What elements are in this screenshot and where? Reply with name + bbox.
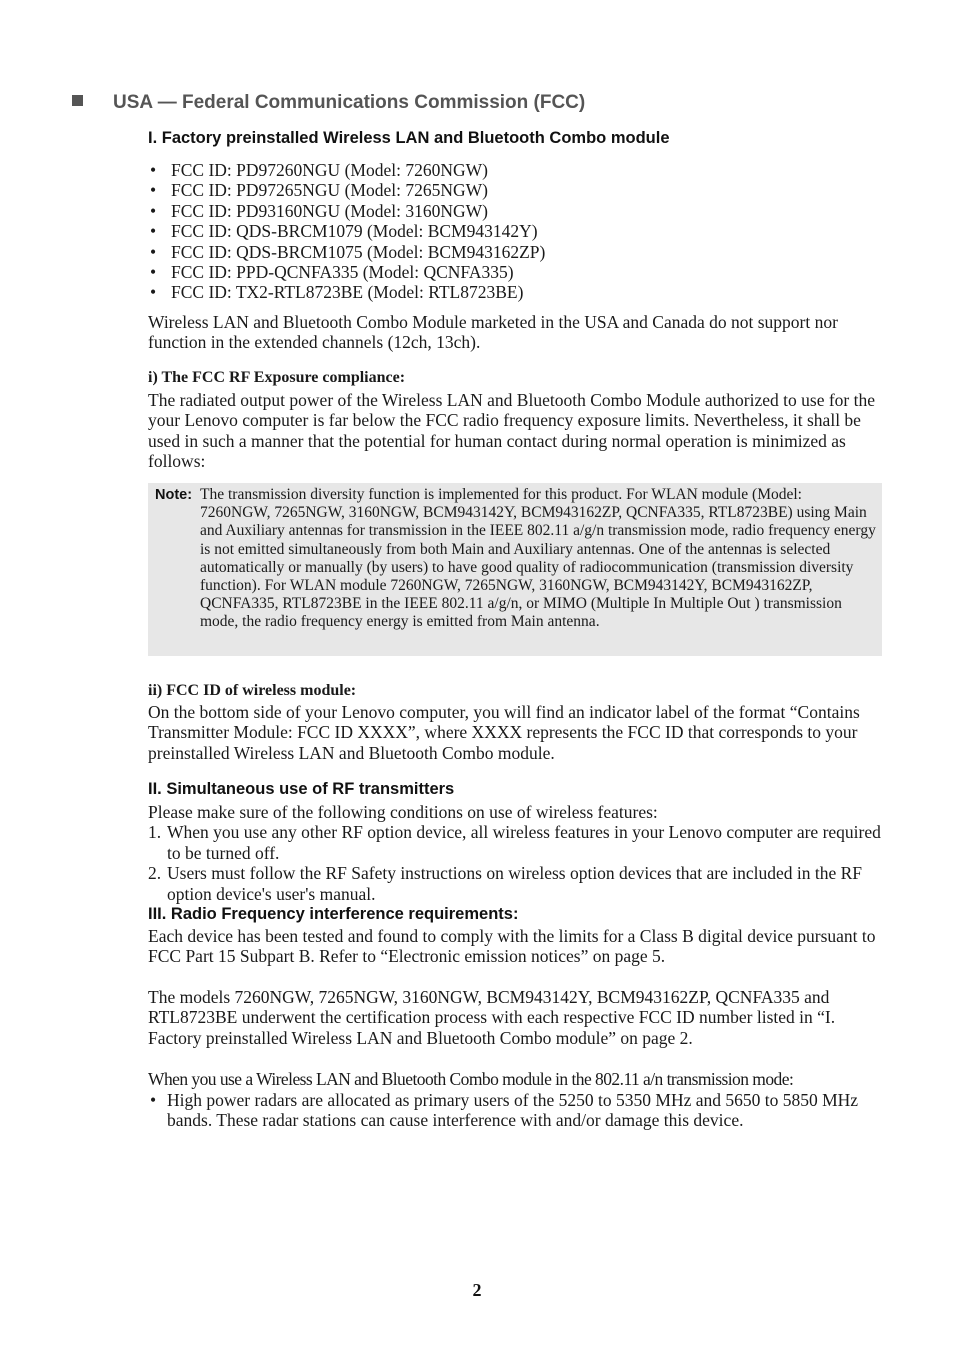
list-item: • FCC ID: TX2-RTL8723BE (Model: RTL8723BE) — [148, 282, 888, 302]
subsection-title-3: III. Radio Frequency interference requirements: — [148, 905, 519, 923]
list-item — [148, 863, 888, 904]
rf-exposure-paragraph: The radiated output power of the Wireless LAN and Bluetooth Combo Module authorized to use for the your Lenovo computer is far below the FCC radio frequency exposure limits. Nevertheless, it shall be used in such a manner that the potential for human contact during normal operation is minimized as follows: — [148, 390, 875, 472]
interference-paragraph-3: When you use a Wireless LAN and Bluetooth Combo module in the 802.11 a/n transmission mode: — [148, 1069, 794, 1089]
simultaneous-use-intro: Please make sure of the following conditions on use of wireless features: — [148, 802, 658, 822]
note-label: Note: — [155, 487, 193, 503]
section-heading — [72, 92, 585, 114]
subsection-title-1: I. Factory preinstalled Wireless LAN and Bluetooth Combo module — [148, 129, 670, 147]
list-item — [148, 822, 888, 863]
list-number: 2. — [148, 863, 162, 884]
fcc-id-list — [148, 160, 888, 303]
list-item-text: Users must follow the RF Safety instructions on wireless option devices that are included in the RF option device's user's manual. — [167, 863, 863, 904]
list-number: 1. — [148, 822, 162, 843]
radar-bullet-block — [148, 1090, 888, 1131]
list-item: • FCC ID: PD93160NGU (Model: 3160NGW) — [148, 201, 888, 221]
list-item-text: When you use any other RF option device, all wireless features in your Lenovo computer are required to be turned off. — [167, 822, 881, 863]
list-item: • FCC ID: QDS-BRCM1075 (Model: BCM943162ZP) — [148, 242, 888, 262]
rf-exposure-title: i) The FCC RF Exposure compliance: — [148, 369, 406, 386]
interference-paragraph-1: Each device has been tested and found to comply with the limits for a Class B digital device pursuant to FCC Part 15 Subpart B. Refer to “Electronic emission notices” on page 5. — [148, 926, 876, 967]
channels-paragraph: Wireless LAN and Bluetooth Combo Module marketed in the USA and Canada do not support nor function in the extended channels (12ch, 13ch). — [148, 312, 838, 353]
radar-list — [148, 1090, 888, 1131]
subsection-title-2: II. Simultaneous use of RF transmitters — [148, 780, 455, 798]
list-item: • FCC ID: PD97265NGU (Model: 7265NGW) — [148, 180, 888, 200]
conditions-list — [148, 822, 888, 904]
note-box — [148, 483, 882, 656]
fcc-id-list-block — [148, 160, 888, 303]
note-text: The transmission diversity function is implemented for this product. For WLAN module (Model: 7260NGW, 7265NGW, 3160NGW, BCM943142Y, BCM943162ZP, QCNFA335, RTL8723BE) using Main and Auxiliary antennas for transmission in the IEEE 802.11 a/g/n transmission mode, radio frequency energy is not emitted simultaneously from both Main and Auxiliary antennas. One of the antennas is selected automatically or manually (by users) to have good quality of radiocommunication (transmission diversity function). For WLAN module 7260NGW, 7265NGW, 3160NGW, BCM943142Y, BCM943162ZP, QCNFA335, RTL8723BE in the IEEE 802.11 a/g/n, or MIMO (Multiple In Multiple Out ) transmission mode, the radio frequency energy is emitted from Main antenna. — [200, 486, 876, 631]
square-bullet-icon — [72, 95, 83, 106]
fcc-id-paragraph: On the bottom side of your Lenovo computer, you will find an indicator label of the format “Contains Transmitter Module: FCC ID XXXX”, where XXXX represents the FCC ID that corresponds to your preinstalled Wireless LAN and Bluetooth Combo module. — [148, 702, 860, 763]
list-item: • High power radars are allocated as primary users of the 5250 to 5350 MHz and 5650 to 5850 MHz bands. These radar stations can cause interference with and/or damage this device. — [148, 1090, 888, 1131]
page-number: 2 — [472, 1280, 482, 1300]
fcc-id-title: ii) FCC ID of wireless module: — [148, 682, 357, 699]
section-heading-text: USA — Federal Communications Commission (FCC) — [113, 92, 586, 113]
list-item: • FCC ID: QDS-BRCM1079 (Model: BCM943142Y) — [148, 221, 888, 241]
list-item: • FCC ID: PPD-QCNFA335 (Model: QCNFA335) — [148, 262, 888, 282]
interference-paragraph-2: The models 7260NGW, 7265NGW, 3160NGW, BCM943142Y, BCM943162ZP, QCNFA335 and RTL8723BE underwent the certification process with each respective FCC ID number listed in “I. Factory preinstalled Wireless LAN and Bluetooth Combo module” on page 2. — [148, 987, 836, 1048]
simultaneous-use-block — [148, 802, 888, 904]
list-item: • FCC ID: PD97260NGU (Model: 7260NGW) — [148, 160, 888, 180]
